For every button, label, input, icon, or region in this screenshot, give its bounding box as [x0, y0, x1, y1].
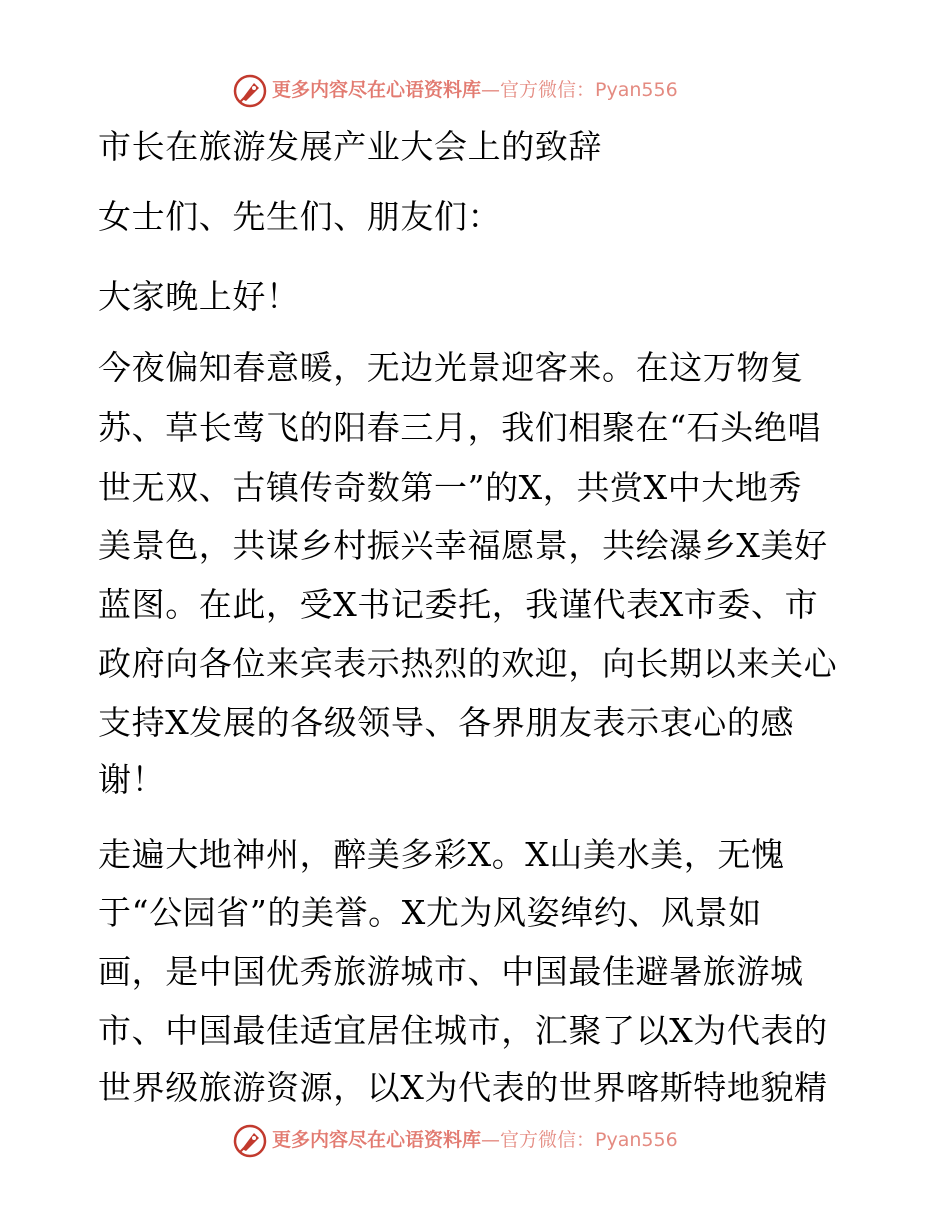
pen-nib-logo-icon: [232, 1123, 268, 1159]
paragraph-line: 世无双、古镇传奇数第一”的X，共赏X中大地秀: [98, 468, 803, 507]
banner-wechat: —官方微信：Pyan556: [481, 1129, 678, 1151]
paragraph-line: 走遍大地神州，醉美多彩X。X山美水美，无愧: [98, 835, 785, 874]
paragraph-line: 蓝图。在此，受X书记委托，我谨代表X市委、市: [98, 585, 819, 624]
greeting: 大家晚上好！: [98, 277, 300, 316]
header-banner: [0, 70, 950, 110]
document-title: 市长在旅游发展产业大会上的致辞: [98, 127, 602, 166]
paragraph-line: 世界级旅游资源，以X为代表的世界喀斯特地貌精: [98, 1068, 828, 1107]
paragraph-line: 政府向各位来宾表示热烈的欢迎，向长期以来关心: [98, 644, 838, 683]
banner-slogan: 更多内容尽在心语资料库: [272, 1129, 482, 1151]
paragraph-line: 市、中国最佳适宜居住城市，汇聚了以X为代表的: [98, 1011, 828, 1050]
paragraph-line: 今夜偏知春意暖，无边光景迎客来。在这万物复: [98, 348, 804, 387]
banner-text: [272, 78, 678, 102]
paragraph-line: 苏、草长莺飞的阳春三月，我们相聚在“石头绝唱: [98, 408, 822, 447]
salutation: 女士们、先生们、朋友们：: [98, 197, 502, 236]
paragraph-line: 画，是中国优秀旅游城市、中国最佳避暑旅游城: [98, 952, 804, 991]
pen-nib-logo-icon: [232, 73, 268, 109]
banner-text: [272, 1128, 678, 1152]
banner-wechat: —官方微信：Pyan556: [481, 79, 678, 101]
paragraph-line: 美景色，共谋乡村振兴幸福愿景，共绘瀑乡X美好: [98, 526, 828, 565]
paragraph-line: 谢！: [98, 760, 166, 799]
paragraph-line: 于“公园省”的美誉。X尤为风姿绰约、风景如: [98, 893, 762, 932]
banner-slogan: 更多内容尽在心语资料库: [272, 79, 482, 101]
paragraph-line: 支持X发展的各级领导、各界朋友表示衷心的感: [98, 703, 795, 742]
footer-banner: [0, 1120, 950, 1160]
